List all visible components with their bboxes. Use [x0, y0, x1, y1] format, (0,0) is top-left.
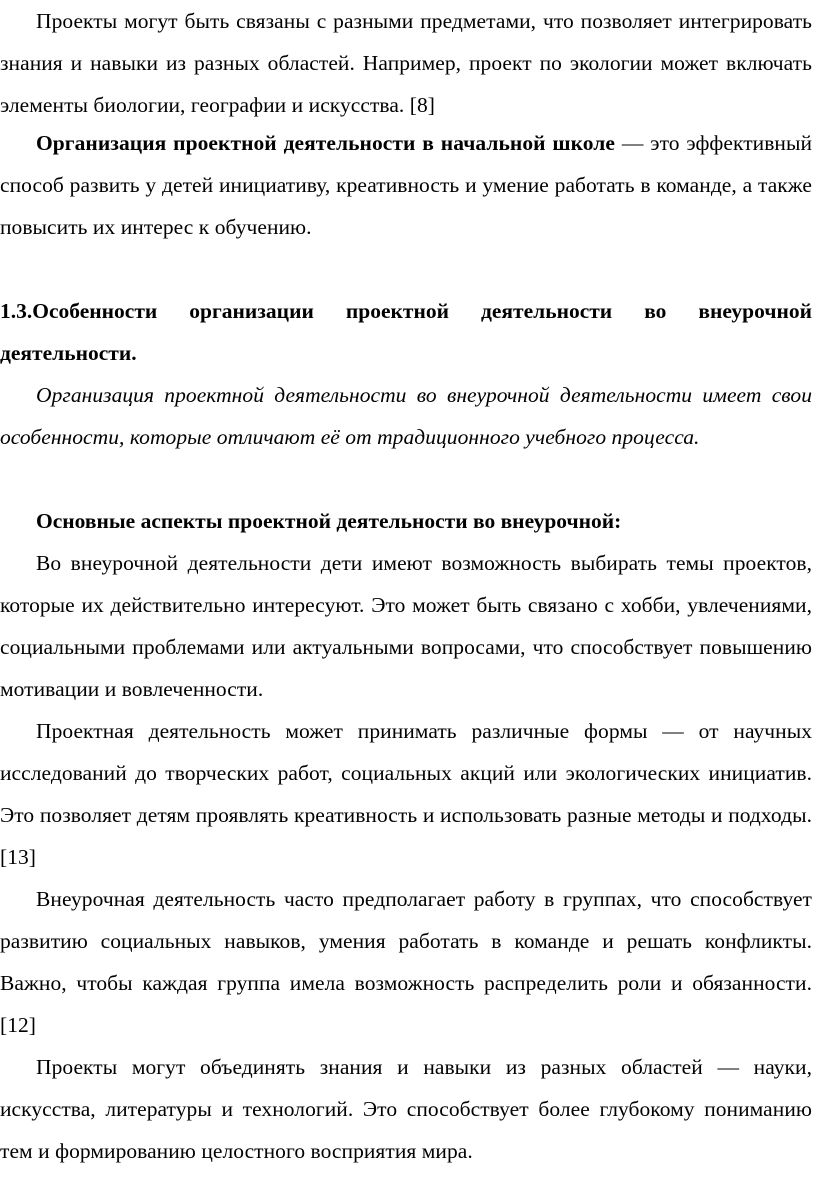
paragraph-primary-school-organization	[0, 122, 812, 248]
paragraph-subjects-integration: Проекты могут быть связаны с разными предметами, что позволяет интегрировать знания и навыки из разных областей. Например, проект по экологии может включать элементы биологии, географии и искусства. [8]	[0, 9, 812, 117]
paragraph-project-forms: Проектная деятельность может принимать различные формы — от научных исследований до творческих работ, социальных акций или экологических инициатив. Это позволяет детям проявлять креативность и использовать разные методы и подходы. [13]	[0, 719, 812, 869]
section-heading: 1.3.Особенности организации проектной деятельности во внеурочной деятельности.	[0, 299, 812, 365]
paragraph-rest: — это эффективный способ развить у детей инициативу, креативность и умение работать в команде, а также повысить их интерес к обучению.	[0, 131, 813, 239]
paragraph-bold-lead: Организация проектной деятельности в начальной школе	[36, 131, 616, 155]
paragraph-group-work: Внеурочная деятельность часто предполагает работу в группах, что способствует развитию социальных навыков, умения работать в команде и решать конфликты. Важно, чтобы каждая группа имела возможность распределить роли и обязанности. [12]	[0, 887, 812, 1037]
paragraph-interdisciplinary: Проекты могут объединять знания и навыки из разных областей — науки, искусства, литературы и технологий. Это способствует более глубокому пониманию тем и формированию целостного восприятия мира.	[0, 1055, 812, 1163]
italic-intro-paragraph: Организация проектной деятельности во внеурочной деятельности имеет свои особенности, которые отличают её от традиционного учебного процесса.	[0, 383, 812, 449]
aspects-heading: Основные аспекты проектной деятельности во внеурочной:	[36, 509, 622, 533]
paragraph-topic-choice: Во внеурочной деятельности дети имеют возможность выбирать темы проектов, которые их действительно интересуют. Это может быть связано с хобби, увлечениями, социальными проблемами или актуальными вопросами, что способствует повышению мотивации и вовлеченности.	[0, 551, 812, 701]
